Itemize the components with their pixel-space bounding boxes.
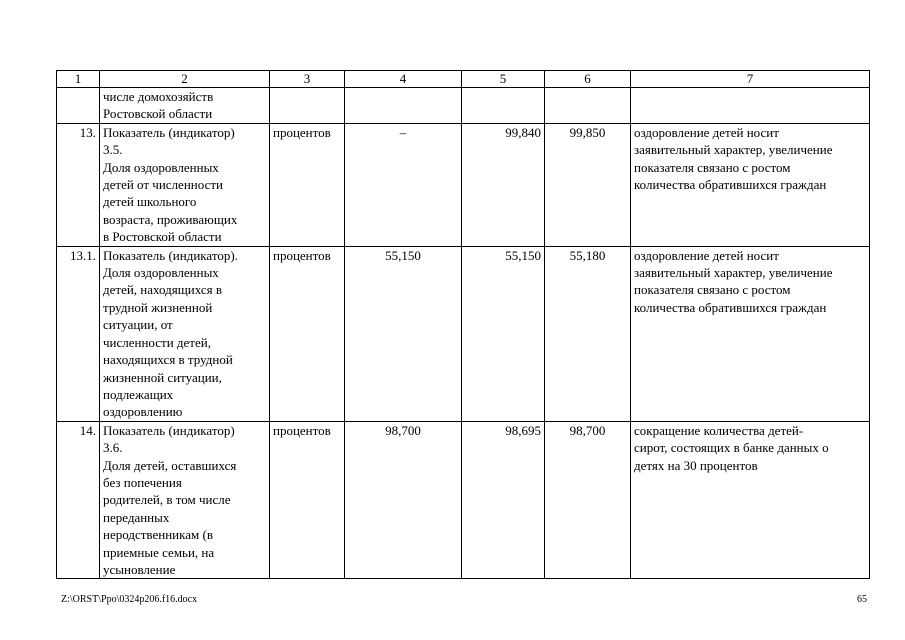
value-col-5: 99,840 xyxy=(462,123,545,246)
indicator-name xyxy=(100,88,270,124)
name-line: без попечения xyxy=(103,474,182,490)
name-line: подлежащих xyxy=(103,386,174,402)
indicator-name xyxy=(100,421,270,579)
name-line: 3.5. xyxy=(103,142,123,158)
name-line: 3.6. xyxy=(103,440,123,456)
row-number xyxy=(57,88,100,124)
value-col-6: 99,850 xyxy=(545,123,631,246)
note-line: заявительный характер, увеличение xyxy=(634,142,833,158)
name-line: Доля оздоровленных xyxy=(103,265,219,281)
indicator-name xyxy=(100,246,270,421)
unit-cell: процентов xyxy=(270,123,345,246)
header-col-7: 7 xyxy=(631,71,870,88)
footer-page-number: 65 xyxy=(857,594,867,605)
name-line: детей, находящихся в xyxy=(103,282,222,298)
note-line: количества обратившихся граждан xyxy=(634,177,827,193)
footer-file-path: Z:\ORST\Ppo\0324p206.f16.docx xyxy=(61,594,198,605)
indicator-table xyxy=(56,70,870,579)
name-line: Доля детей, оставшихся xyxy=(103,457,237,473)
note-cell xyxy=(631,88,870,124)
value-col-6: 98,700 xyxy=(545,421,631,579)
value-col-4 xyxy=(345,88,462,124)
name-line: в Ростовской области xyxy=(103,229,222,245)
name-line: детей от численности xyxy=(103,177,223,193)
value-col-4: – xyxy=(345,123,462,246)
name-line: Показатель (индикатор) xyxy=(103,422,235,438)
unit-cell xyxy=(270,88,345,124)
table-row xyxy=(57,246,870,421)
name-line: Доля оздоровленных xyxy=(103,159,219,175)
header-col-6: 6 xyxy=(545,71,631,88)
table-row xyxy=(57,123,870,246)
name-line: усыновление xyxy=(103,561,176,577)
note-cell xyxy=(631,421,870,579)
note-line: детях на 30 процентов xyxy=(634,457,758,473)
unit-cell: процентов xyxy=(270,421,345,579)
value-col-6: 55,180 xyxy=(545,246,631,421)
header-row xyxy=(57,71,870,88)
row-number: 13. xyxy=(57,123,100,246)
header-col-3: 3 xyxy=(270,71,345,88)
table-row xyxy=(57,88,870,124)
header-col-2: 2 xyxy=(100,71,270,88)
name-line: находящихся в трудной xyxy=(103,352,233,368)
value-col-5: 98,695 xyxy=(462,421,545,579)
header-col-4: 4 xyxy=(345,71,462,88)
value-col-4: 98,700 xyxy=(345,421,462,579)
name-line: неродственникам (в xyxy=(103,527,213,543)
note-line: сирот, состоящих в банке данных о xyxy=(634,440,829,456)
header-col-5: 5 xyxy=(462,71,545,88)
name-line: трудной жизненной xyxy=(103,299,213,315)
note-line: заявительный характер, увеличение xyxy=(634,265,833,281)
indicator-name xyxy=(100,123,270,246)
value-col-5 xyxy=(462,88,545,124)
name-line: переданных xyxy=(103,509,170,525)
name-line: оздоровлению xyxy=(103,404,183,420)
name-line: Ростовской области xyxy=(103,106,213,122)
name-line: родителей, в том числе xyxy=(103,492,231,508)
name-line: численности детей, xyxy=(103,334,211,350)
name-line: приемные семьи, на xyxy=(103,544,215,560)
note-line: сокращение количества детей- xyxy=(634,422,804,438)
note-line: количества обратившихся граждан xyxy=(634,299,827,315)
note-line: оздоровление детей носит xyxy=(634,247,779,263)
table-row xyxy=(57,421,870,579)
name-line: числе домохозяйств xyxy=(103,89,214,104)
note-line: показателя связано с ростом xyxy=(634,282,791,298)
value-col-6 xyxy=(545,88,631,124)
name-line: ситуации, от xyxy=(103,317,173,333)
name-line: жизненной ситуации, xyxy=(103,369,222,385)
note-line: показателя связано с ростом xyxy=(634,159,791,175)
value-col-5: 55,150 xyxy=(462,246,545,421)
name-line: возраста, проживающих xyxy=(103,211,238,227)
row-number: 13.1. xyxy=(57,246,100,421)
name-line: детей школьного xyxy=(103,194,197,210)
note-line: оздоровление детей носит xyxy=(634,124,779,140)
header-col-1: 1 xyxy=(57,71,100,88)
note-cell xyxy=(631,246,870,421)
row-number: 14. xyxy=(57,421,100,579)
note-cell xyxy=(631,123,870,246)
value-col-4: 55,150 xyxy=(345,246,462,421)
unit-cell: процентов xyxy=(270,246,345,421)
name-line: Показатель (индикатор) xyxy=(103,124,235,140)
name-line: Показатель (индикатор). xyxy=(103,247,238,263)
